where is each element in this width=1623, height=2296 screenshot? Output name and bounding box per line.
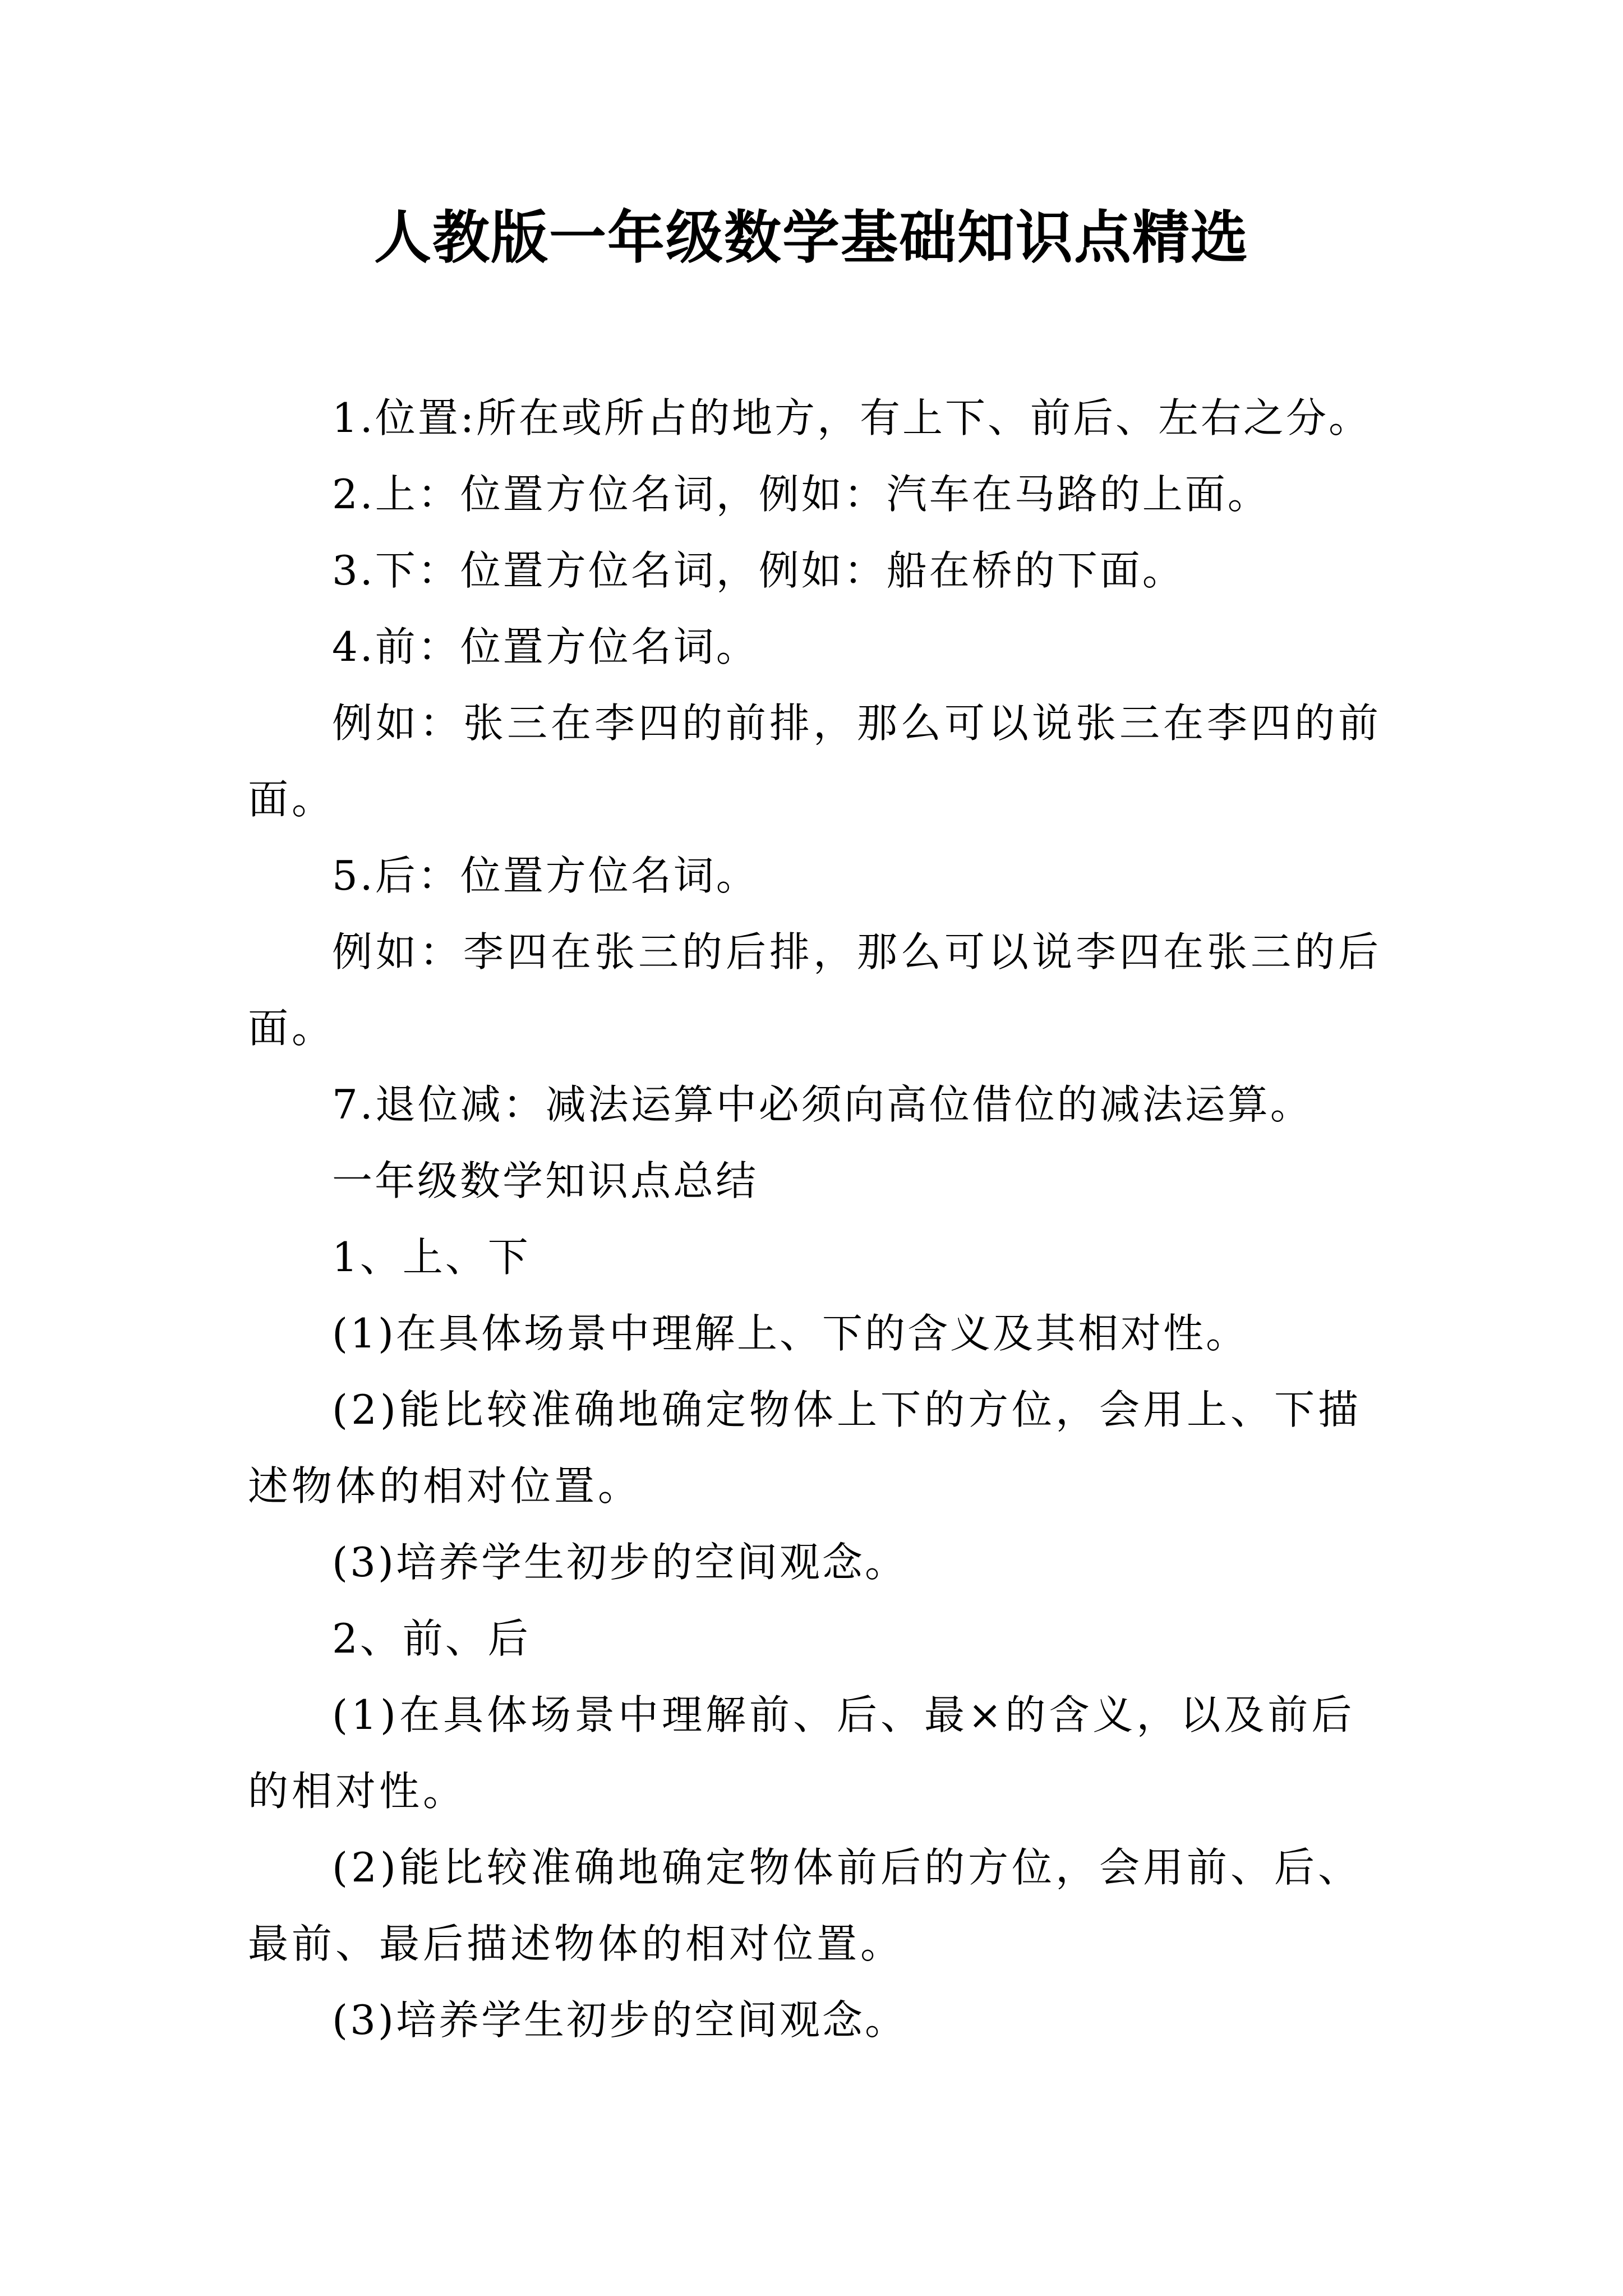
paragraph-13: (3)培养学生初步的空间观念。 [332, 1539, 907, 1586]
paragraph-5: 例如：张三在李四的前排，那么可以说张三在李四的前面。 [248, 700, 1382, 823]
paragraph-9: 一年级数学知识点总结 [332, 1157, 759, 1204]
document-title: 人教版一年级数学基础知识点精选 [374, 205, 1249, 272]
paragraph-4: 4.前：位置方位名词。 [332, 623, 759, 670]
paragraph-3: 3.下：位置方位名词，例如：船在桥的下面。 [332, 547, 1185, 594]
document-body [248, 380, 1392, 2058]
paragraph-10: 1、上、下 [332, 1234, 531, 1281]
paragraph-8: 7.退位减：减法运算中必须向高位借位的减法运算。 [332, 1081, 1313, 1128]
paragraph-1: 1.位置:所在或所占的地方，有上下、前后、左右之分。 [332, 394, 1371, 441]
paragraph-14: 2、前、后 [332, 1615, 531, 1662]
paragraph-7: 例如：李四在张三的后排，那么可以说李四在张三的后面。 [248, 928, 1382, 1052]
paragraph-2: 2.上：位置方位名词，例如：汽车在马路的上面。 [332, 471, 1270, 518]
paragraph-6: 5.后：位置方位名词。 [332, 852, 759, 899]
paragraph-11: (1)在具体场景中理解上、下的含义及其相对性。 [332, 1310, 1248, 1357]
paragraph-12: (2)能比较准确地确定物体上下的方位，会用上、下描述物体的相对位置。 [248, 1386, 1362, 1510]
paragraph-17: (3)培养学生初步的空间观念。 [332, 1996, 907, 2044]
paragraph-15: (1)在具体场景中理解前、后、最×的含义，以及前后的相对性。 [248, 1691, 1355, 1815]
paragraph-16: (2)能比较准确地确定物体前后的方位，会用前、后、最前、最后描述物体的相对位置。 [248, 1844, 1362, 1967]
